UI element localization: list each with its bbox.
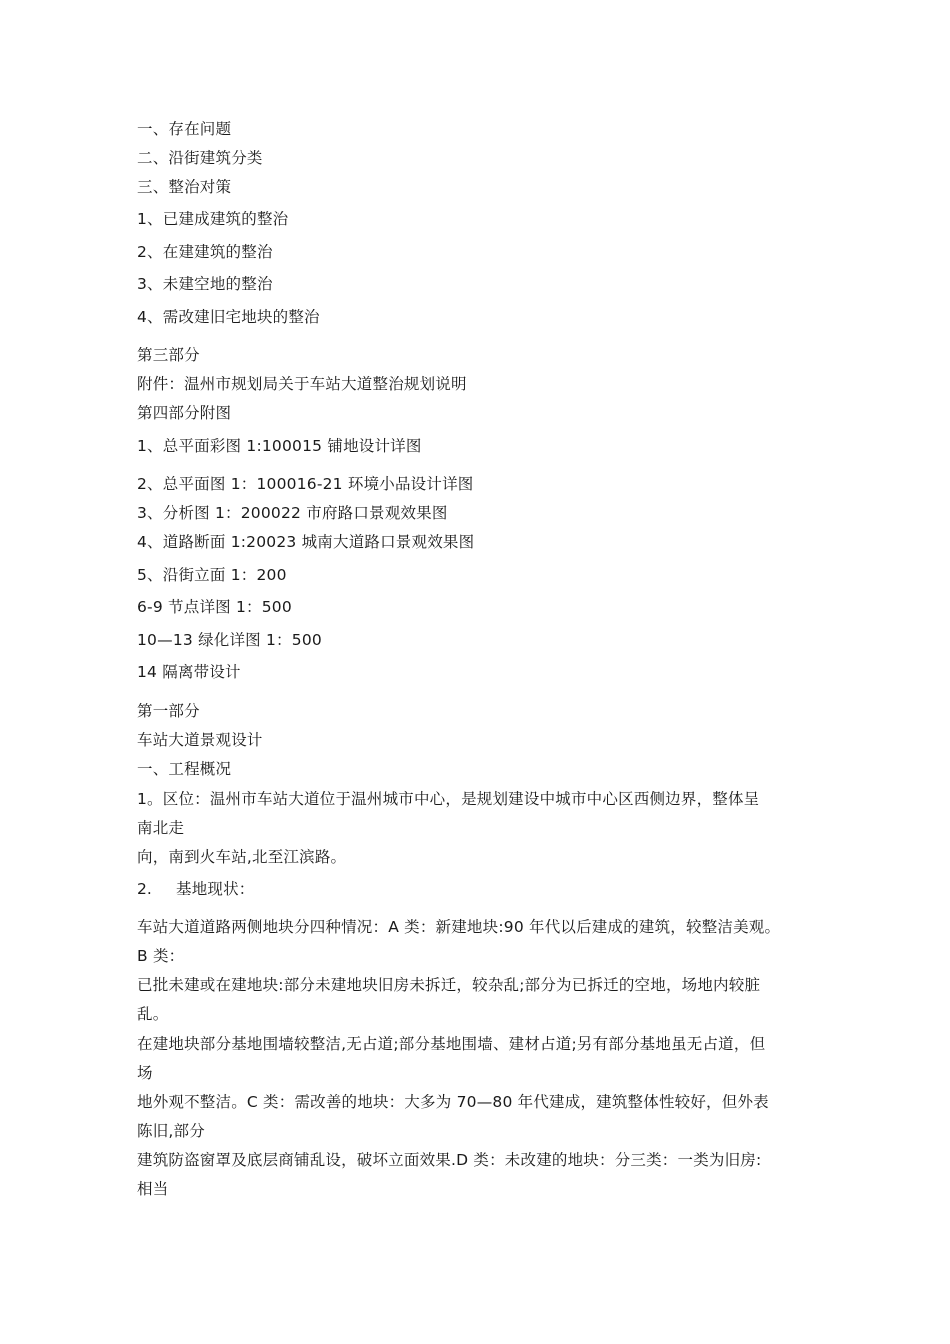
text-line: 第一部分 [137, 702, 200, 720]
text-line: 6-9 节点详图 1：500 [137, 598, 292, 616]
text-line: 4、道路断面 1:20023 城南大道路口景观效果图 [137, 533, 475, 551]
text-line: 1。区位：温州市车站大道位于温州城市中心，是规划建设中城市中心区西侧边界，整体呈 [137, 790, 760, 808]
text-line: 一、存在问题 [137, 120, 232, 138]
text-line: 建筑防盗窗罩及底层商铺乱设，破坏立面效果.D 类：未改建的地块：分三类：一类为旧房: [137, 1151, 762, 1169]
text-line: 基地现状： [176, 880, 255, 898]
text-line: 相当 [137, 1180, 169, 1198]
text-line: 第四部分附图 [137, 404, 232, 422]
text-line: 1、已建成建筑的整治 [137, 210, 289, 228]
text-line: B 类： [137, 947, 185, 965]
text-line: 三、整治对策 [137, 178, 232, 196]
text-line: 二、沿街建筑分类 [137, 149, 263, 167]
text-line: 车站大道景观设计 [137, 731, 263, 749]
text-line: 第三部分 [137, 346, 200, 364]
text-line: 一、工程概况 [137, 760, 232, 778]
text-line: 车站大道道路两侧地块分四种情况：A 类：新建地块:90 年代以后建成的建筑，较整洁美观。 [137, 918, 781, 936]
text-line: 3、未建空地的整治 [137, 275, 273, 293]
text-line: 南北走 [137, 819, 185, 837]
text-line: 4、需改建旧宅地块的整治 [137, 308, 320, 326]
text-line: 附件：温州市规划局关于车站大道整治规划说明 [137, 375, 467, 393]
text-line: 10—13 绿化详图 1：500 [137, 631, 322, 649]
text-line: 场 [137, 1064, 153, 1082]
text-line: 2、在建建筑的整治 [137, 243, 273, 261]
text-line: 已批未建或在建地块:部分未建地块旧房未拆迁，较杂乱;部分为已拆迁的空地，场地内较脏 [137, 976, 761, 994]
text-line: 2、总平面图 1：100016-21 环境小品设计详图 [137, 475, 474, 493]
text-line: 3、分析图 1：200022 市府路口景观效果图 [137, 504, 448, 522]
text-line: 陈旧,部分 [137, 1122, 205, 1140]
text-line: 乱。 [137, 1005, 169, 1023]
text-line: 14 隔离带设计 [137, 663, 241, 681]
text-line: 1、总平面彩图 1:100015 铺地设计详图 [137, 437, 422, 455]
text-line: 5、沿街立面 1：200 [137, 566, 287, 584]
text-line: 地外观不整洁。C 类：需改善的地块：大多为 70—80 年代建成，建筑整体性较好，但外表 [137, 1093, 769, 1111]
item-number: 2. [137, 880, 152, 898]
text-line: 向，南到火车站,北至江滨路。 [137, 848, 347, 866]
text-line: 在建地块部分基地围墙较整洁,无占道;部分基地围墙、建材占道;另有部分基地虽无占道，但 [137, 1035, 766, 1053]
